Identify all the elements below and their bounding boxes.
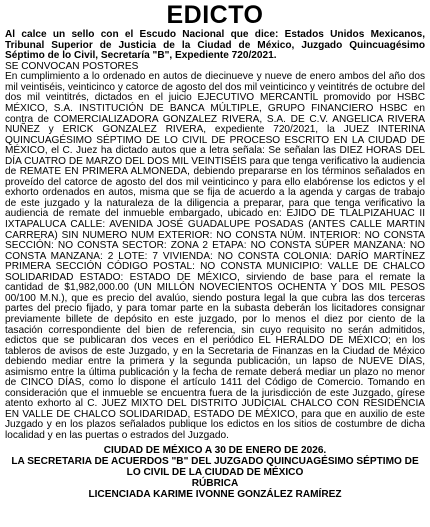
body-paragraph: En cumplimiento a lo ordenado en autos de diecinueve y nueve de enero ambos del año dos mil veintiséis, veinticinco y catorce de agosto del dos mil veinticinco y veintitrés de octubre del dos mil veintitrés, dictados en el juicio EJECUTIVO MERCANTIL promovido por HSBC MÉXICO, S.A. INSTITUCIÓN DE BANCA MÚLTIPLE, GRUPO FINANCIERO HSBC en contra de COMERCIALIZADORA GONZALEZ RIVERA, S.A. DE C.V. ANGELICA RIVERA NUÑEZ y ERICK GONZALEZ RIVERA, expediente 720/2021, la JUEZ INTERINA QUINCUAGÉSIMO SÉPTIMO DE LO CIVIL DE PROCESO ESCRITO EN LA CIUDAD DE MÉXICO, el C. Juez ha dictado autos que a letra señala: Se señalan las DIEZ HORAS DEL DÍA CUATRO DE MARZO DEL DOS MIL VEINTISÉIS para que tenga verificativo la audiencia de REMATE EN PRIMERA ALMONEDA, debiendo prepararse en los términos señalados en proveído del catorce de agosto del dos mil veinticinco y para ello elabórense los edictos y el exhorto ordenados en autos, misma que se fija de acuerdo a la agenda y cargas de trabajo de este juzgado y la naturaleza de la diligencia a preparar, para que tenga verificativo la audiencia de remate del inmueble embargado, ubicado en: EJIDO DE TLALPIZAHUAC II IXTAPALUCA CALLE: AVENIDA JOSÉ GUADALUPE POSADAS (ANTES CALLE MARTIN CARRERA) SIN NUMERO NUM EXTERIOR: NO CONSTA NÚM. INTERIOR: NO CONSTA SECCIÓN: NO CONSTA SECTOR: ZONA 2 ETAPA: NO CONSTA SÚPER MANZANA: NO CONSTA MANZANA: 2 LOTE: 7 VIVIENDA: NO CONSTA COLONIA: DARÍO MARTÍNEZ PRIMERA SECCIÓN CÓDIGO POSTAL: NO CONSTA MUNICIPIO: VALLE DE CHALCO SOLIDARIDAD ESTADO: ESTADO DE MÉXICO, sirviendo de base para el remate la cantidad de $1,982,000.00 (UN MILLÓN NOVECIENTOS OCHENTA Y DOS MIL PESOS 00/100 M.N.), que es precio del avalúo, siendo postura legal la que cubra las dos terceras partes del precio fijado, y para tomar parte en la subasta deberán los licitadores consignar previamente billete de depósito en este juzgado, por lo menos el diez por ciento de la tasación correspondiente del bien de referencia, sin cuyo requisito no serán admitidos, edictos que se publicaran dos veces en el periódico EL HERALDO DE MÉXICO; en los tableros de avisos de este Juzgado, y en la Secretaria de Finanzas en la Ciudad de México debiendo mediar entre la primera y la segunda publicación, un lapso de NUEVE DÍAS, asimismo entre la última publicación y la fecha de remate deberá mediar un plazo no menor de CINCO DÍAS, como lo dispone el artículo 1411 del Código de Comercio. Tomando en consideración que el inmueble se encuentra fuera de la jurisdicción de este Juzgado, gírese atento exhorto al C. JUEZ MIXTO DEL DISTRITO JUDICIAL CHALCO CON RESIDENCIA EN VALLE DE CHALCO SOLIDARIDAD, ESTADO DE MÉXICO, para que en auxilio de este Juzgado y en los plazos señalados publique los edictos en los sitios de costumbre de dicha localidad y en las puertas o estrados del Juzgado.: [5, 71, 425, 441]
seal-header-paragraph: Al calce un sello con el Escudo Nacional que dice: Estados Unidos Mexicanos, Tribunal Superior de Justicia de la Ciudad de México, Juzgado Quincuagésimo Séptimo de lo Civil, Secretaría "B", Expediente 720/2021.: [5, 29, 425, 62]
signer-name: LICENCIADA KARIME IVONNE GONZÁLEZ RAMÍREZ: [88, 489, 342, 501]
call-for-bidders-subheading: SE CONVOCAN POSTORES: [5, 60, 139, 72]
date-line: CIUDAD DE MÉXICO A 30 DE ENERO DE 2026.: [103, 444, 327, 456]
secretary-line: LA SECRETARIA DE ACUERDOS "B" DEL JUZGADO QUINCUAGÉSIMO SÉPTIMO DE LO CIVIL DE LA CIUDAD DE MÉXICO: [11, 455, 419, 478]
document-title: EDICTO: [166, 1, 264, 29]
signature-block: [5, 445, 425, 501]
signature-line: RÚBRICA: [191, 478, 239, 490]
